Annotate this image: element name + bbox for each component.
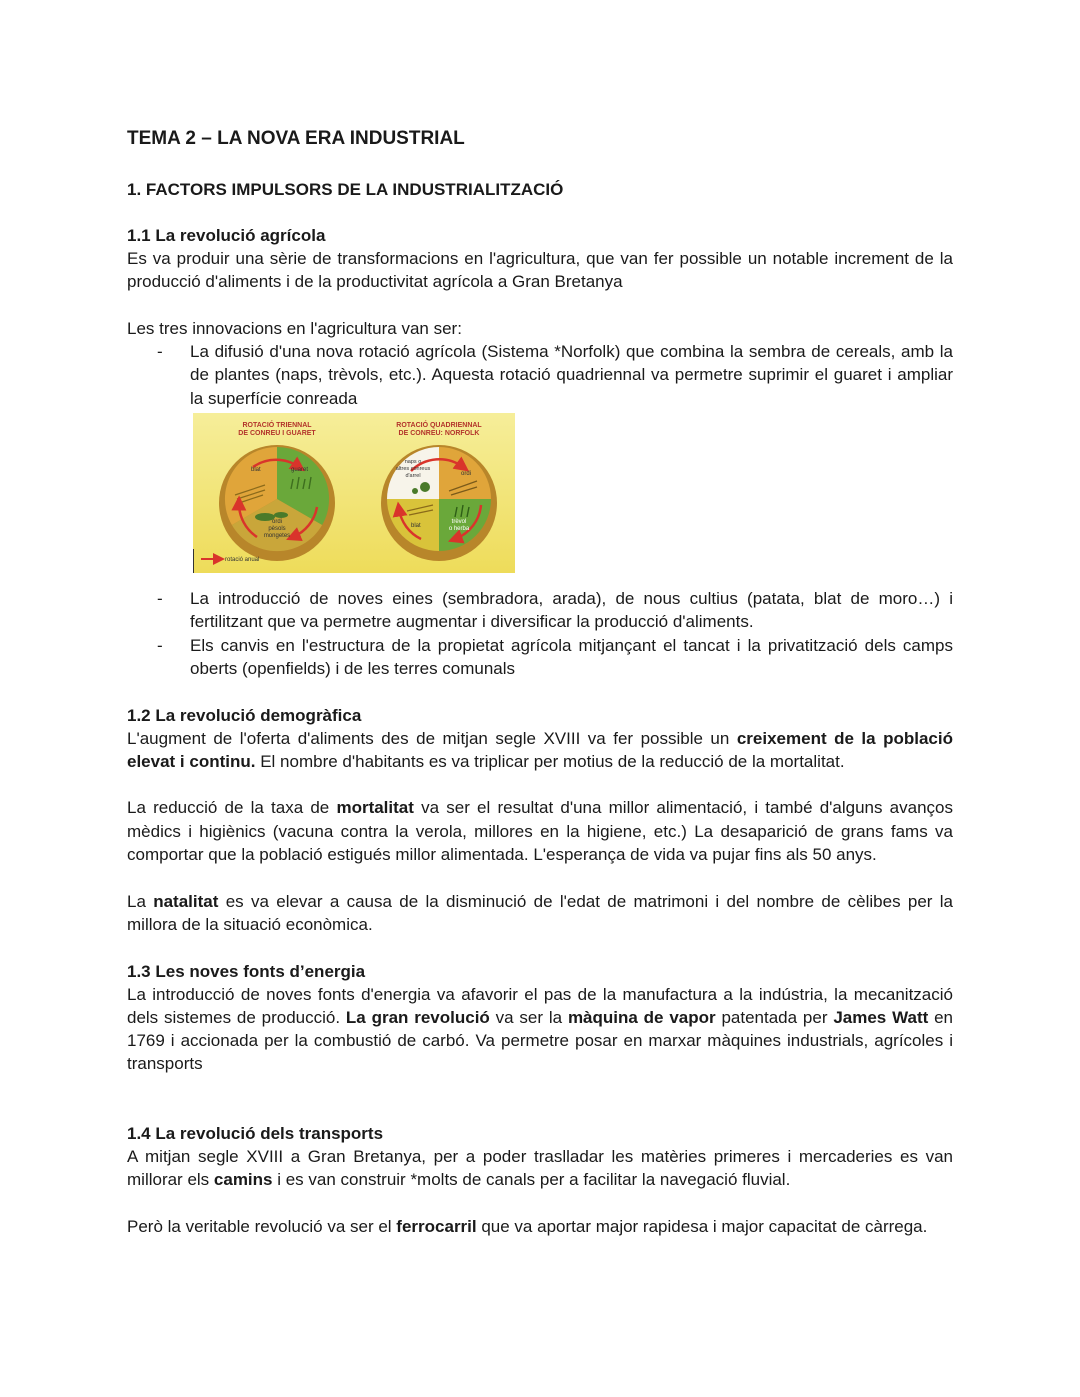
text-span: i es van construir *molts de canals per a facilitar la navegació fluvial.: [272, 1170, 791, 1190]
right-label-ordi: ordi: [461, 471, 472, 478]
text-span: La: [127, 891, 154, 911]
text-span: que va aportar major rapidesa i major capacitat de càrrega.: [476, 1216, 928, 1236]
left-label-mongetes: mongetes: [263, 533, 291, 540]
document-page: [127, 126, 953, 1238]
list-item-property: - Els canvis en l'estructura de la propietat agrícola mitjançant el tancat i la privatització dels camps oberts (openfields) i de les terres comunals: [127, 634, 953, 681]
paragraph-mortality: [127, 796, 953, 866]
crop-rotation-diagram: [193, 413, 515, 573]
right-label-naps-1: naps o: [404, 459, 422, 466]
bold-mortality: mortalitat: [336, 798, 414, 818]
left-label-ordi: ordi: [271, 519, 283, 526]
legend-label: rotació anual: [225, 557, 260, 564]
left-label-pesols: pèsols: [268, 526, 286, 533]
bold-steam-engine: màquina de vapor: [567, 1007, 716, 1027]
text-span: La introducció de noves fonts d'energia va afavorir el pas de la manufactura a la indústria, la mecanització dels sistemes de producció.: [127, 984, 953, 1027]
text-span: va ser el resultat d'una millor alimentació, i també d'alguns avanços mèdics i higiènics (vacuna contra la verola, millores en la higiene, etc.) La desaparició de grans fams va comportar que la població estigués millor alimentada. L'esperança de vida va pujar fins als 50 anys.: [127, 798, 954, 865]
text-span: va ser la: [489, 1007, 568, 1027]
list-item-tools: - La introducció de noves eines (sembradora, arada), de nous cultius (patata, blat de moro…) i fertilitzant que va permetre augmentar i diversificar la producció d'aliments.: [127, 587, 953, 634]
text-span: es va elevar a causa de la disminució de l'edat de matrimoni i del nombre de cèlibes per la millora de la situació econòmica.: [127, 891, 953, 934]
right-label-naps-2: altres conreus: [395, 466, 431, 473]
left-title-line-1: ROTACIÓ TRIENNAL: [242, 422, 312, 430]
crop-rotation-figure: [193, 413, 515, 573]
bold-roads: camins: [213, 1170, 273, 1190]
text-span: El nombre d'habitants es va triplicar per motius de la reducció de la mortalitat.: [255, 751, 845, 771]
text-span: La reducció de la taxa de: [127, 798, 337, 818]
paragraph-roads-canals: [127, 1145, 953, 1192]
paragraph-innovations-lead: Les tres innovacions en l'agricultura van ser:: [127, 318, 462, 338]
innovations-list-continued: [127, 587, 953, 680]
document-title: TEMA 2 – LA NOVA ERA INDUSTRIAL: [127, 128, 465, 149]
left-title-line-2: DE CONREU I GUARET: [238, 430, 316, 438]
left-label-guaret: guaret: [291, 467, 309, 474]
subsection-heading-1-3: 1.3 Les noves fonts d’energia: [127, 961, 366, 981]
right-label-naps-3: d'arrel: [405, 473, 421, 480]
paragraph-population-growth: [127, 727, 953, 774]
bold-growth: creixement de la població elevat i continu.: [127, 728, 953, 771]
bold-railway: ferrocarril: [396, 1216, 477, 1236]
right-title-line-2: DE CONREU: NORFOLK: [398, 430, 480, 438]
text-span: A mitjan segle XVIII a Gran Bretanya, per a poder traslladar les matèries primeres i mercaderies es van millorar els: [127, 1146, 953, 1190]
text-span: patentada per: [715, 1007, 834, 1027]
subsection-heading-1-2: 1.2 La revolució demogràfica: [127, 705, 362, 725]
bold-natality: natalitat: [153, 891, 219, 911]
list-item-norfolk: - La difusió d'una nova rotació agrícola (Sistema *Norfolk) que combina la sembra de cereals, amb la de plantes (naps, trèvols, etc.). Aquesta rotació quadriennal va permetre suprimir el guaret i ampliar la superfície conreada: [127, 340, 953, 410]
text-span: Però la veritable revolució va ser el: [127, 1216, 397, 1236]
right-title-line-1: ROTACIÓ QUADRIENNAL: [396, 422, 482, 430]
bold-james-watt: James Watt: [833, 1007, 929, 1027]
paragraph-railway: [127, 1215, 953, 1238]
paragraph-agricultural-intro: Es va produir una sèrie de transformacions en l'agricultura, que van fer possible un notable increment de la producció d'aliments i de la productivitat agrícola a Gran Bretanya: [127, 249, 953, 292]
left-label-blat: blat: [251, 467, 261, 474]
text-span: en 1769 i accionada per la combustió de carbó. Va permetre posar en marxar màquines industrials, agrícoles i transports: [127, 1007, 953, 1074]
text-span: L'augment de l'oferta d'aliments des de mitjan segle XVIII va fer possible un: [127, 728, 737, 748]
innovations-list: [127, 340, 953, 410]
right-label-trevol-1: trèvol: [451, 519, 467, 526]
bold-great-revolution: La gran revolució: [345, 1007, 490, 1027]
section-heading-1: 1. FACTORS IMPULSORS DE LA INDUSTRIALITZACIÓ: [127, 180, 564, 199]
subsection-heading-1-4: 1.4 La revolució dels transports: [127, 1123, 384, 1143]
subsection-heading-1-1: 1.1 La revolució agrícola: [127, 226, 326, 245]
right-label-blat: blat: [411, 523, 421, 530]
paragraph-natality: [127, 890, 953, 937]
paragraph-energy: [127, 983, 953, 1076]
right-label-trevol-2: o herba: [448, 526, 470, 533]
